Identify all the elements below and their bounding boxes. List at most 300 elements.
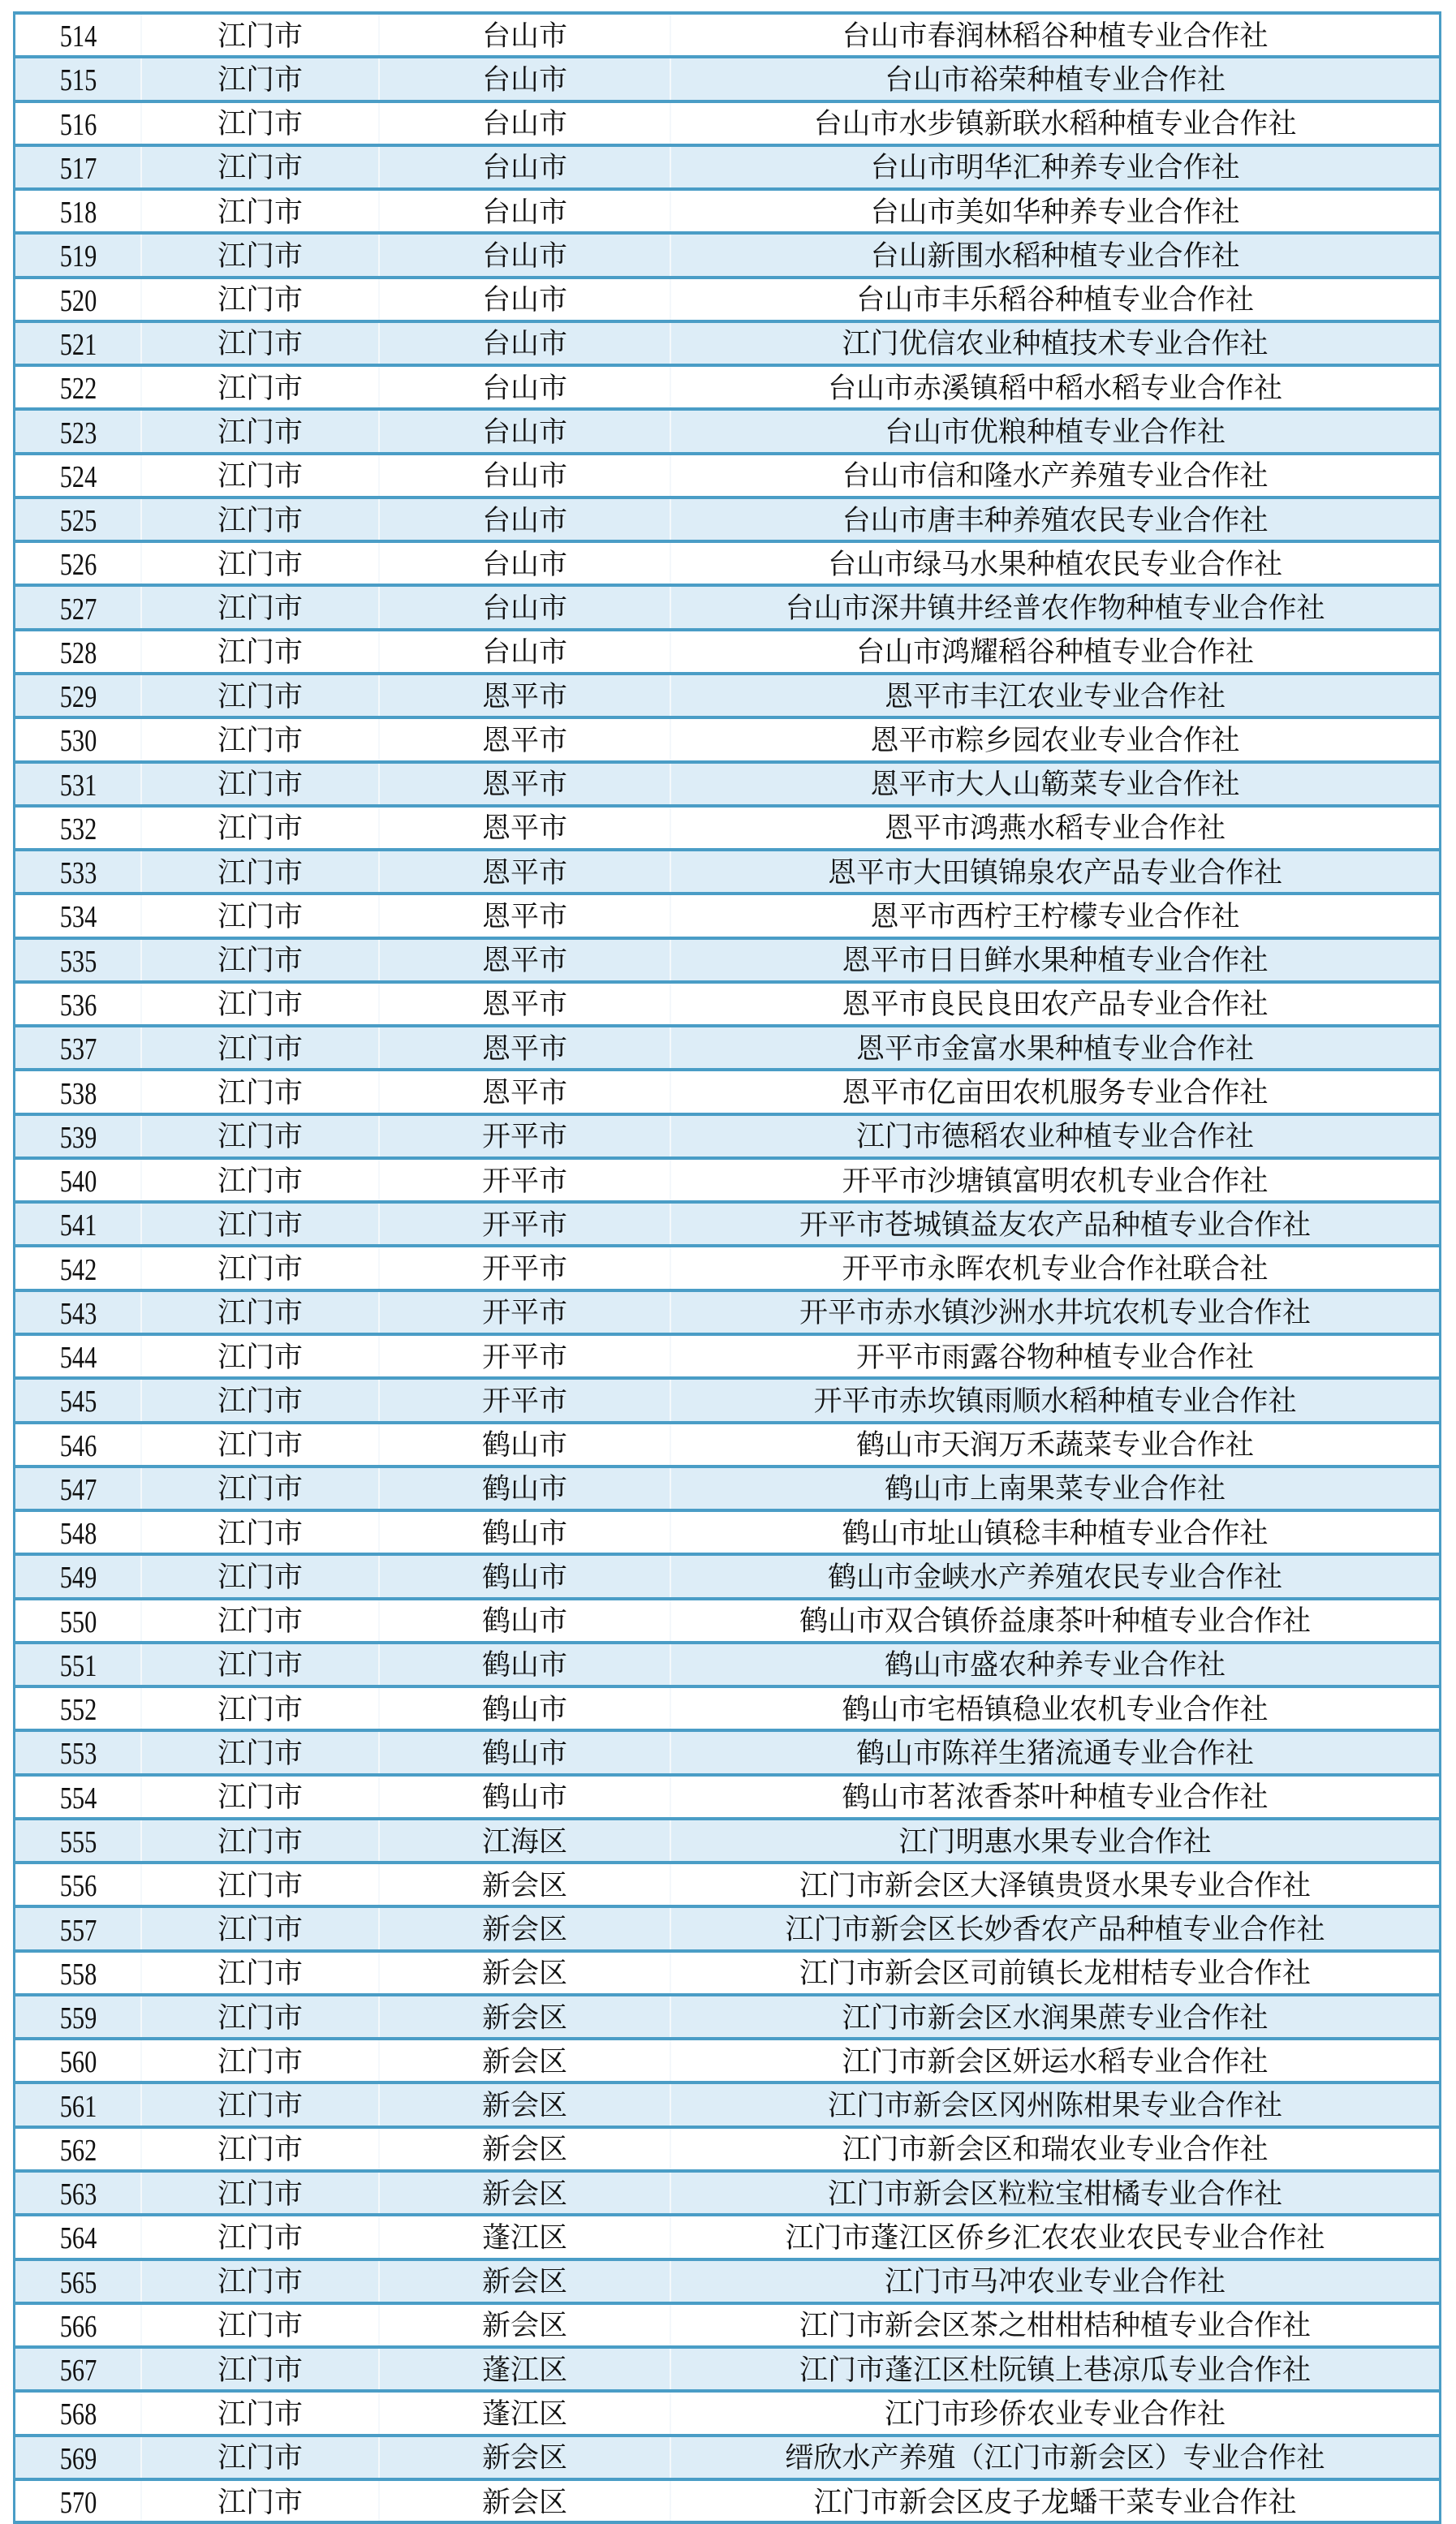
district-cell [380, 2173, 671, 2213]
city-cell-text: 江门市 [217, 1914, 303, 1947]
table-row [15, 320, 1439, 364]
cooperative-name-cell [671, 1644, 1439, 1685]
row-number [15, 58, 142, 99]
district-cell [380, 543, 671, 584]
row-number [15, 499, 142, 540]
district-cell-text: 台山市 [481, 108, 567, 141]
city-cell-text: 江门市 [217, 152, 303, 185]
district-cell-text: 台山市 [481, 284, 567, 317]
table-row [15, 892, 1439, 936]
city-cell-text: 江门市 [217, 1208, 303, 1242]
table-row [15, 2213, 1439, 2257]
district-cell-text: 台山市 [481, 548, 567, 581]
city-cell-text: 江门市 [217, 2354, 303, 2387]
district-cell [380, 631, 671, 672]
city-cell [142, 1468, 380, 1509]
cooperative-name-cell [671, 2129, 1439, 2169]
row-number-text: 539 [59, 1120, 97, 1155]
cooperative-name-cell-text: 恩平市大人山簕菜专业合作社 [870, 769, 1240, 802]
row-number [15, 940, 142, 980]
cooperative-name-cell [671, 2393, 1439, 2433]
cooperative-name-cell [671, 1688, 1439, 1729]
row-number-text: 569 [59, 2441, 97, 2476]
cooperative-name-cell-text: 江门市新会区皮子龙蟠干菜专业合作社 [813, 2486, 1297, 2519]
cooperative-name-cell-text: 鹤山市茗浓香茶叶种植专业合作社 [842, 1781, 1269, 1815]
cooperative-name-cell [671, 1336, 1439, 1376]
row-number [15, 1292, 142, 1333]
district-cell-text: 台山市 [481, 372, 567, 405]
table-row [15, 1421, 1439, 1465]
cooperative-name-cell [671, 1600, 1439, 1641]
row-number-text: 548 [59, 1517, 97, 1552]
row-number [15, 2084, 142, 2125]
district-cell-text: 恩平市 [481, 680, 567, 713]
cooperative-name-cell-text: 江门市德稻农业种植专业合作社 [855, 1121, 1254, 1154]
city-cell-text: 江门市 [217, 108, 303, 141]
city-cell [142, 587, 380, 627]
city-cell [142, 1732, 380, 1772]
city-cell-text: 江门市 [217, 1429, 303, 1462]
row-number [15, 455, 142, 496]
city-cell-text: 江门市 [217, 1825, 303, 1859]
district-cell-text: 鹤山市 [481, 1561, 567, 1594]
cooperative-name-cell-text: 江门明惠水果专业合作社 [898, 1825, 1212, 1859]
table-row [15, 760, 1439, 804]
row-number [15, 1380, 142, 1420]
district-cell-text: 鹤山市 [481, 1429, 567, 1462]
district-cell-text: 恩平市 [481, 769, 567, 802]
district-cell-text: 新会区 [481, 1914, 567, 1947]
district-cell [380, 147, 671, 187]
city-cell-text: 江门市 [217, 1605, 303, 1639]
row-number [15, 851, 142, 892]
row-number [15, 808, 142, 848]
district-cell-text: 台山市 [481, 19, 567, 53]
cooperative-name-cell-text: 江门市新会区司前镇长龙柑桔专业合作社 [799, 1958, 1311, 1991]
district-cell [380, 1160, 671, 1200]
city-cell [142, 851, 380, 892]
district-cell [380, 1732, 671, 1772]
city-cell [142, 1688, 380, 1729]
city-cell-text: 江门市 [217, 1649, 303, 1682]
district-cell-text: 开平市 [481, 1297, 567, 1330]
city-cell-text: 江门市 [217, 1737, 303, 1770]
row-number [15, 1027, 142, 1068]
district-cell [380, 1820, 671, 1861]
city-cell-text: 江门市 [217, 592, 303, 626]
table-bottom-border [13, 2521, 1441, 2524]
district-cell-text: 新会区 [481, 2090, 567, 2123]
table-row [15, 11, 1439, 55]
city-cell [142, 1864, 380, 1905]
city-cell-text: 江门市 [217, 548, 303, 581]
row-number [15, 1512, 142, 1553]
row-number [15, 411, 142, 451]
city-cell-text: 江门市 [217, 2486, 303, 2519]
row-number [15, 1600, 142, 1641]
cooperatives-table [13, 11, 1441, 2522]
row-number-text: 546 [59, 1428, 97, 1463]
district-cell-text: 台山市 [481, 196, 567, 229]
row-number-text: 545 [59, 1385, 97, 1419]
cooperative-name-cell [671, 1247, 1439, 1288]
city-cell-text: 江门市 [217, 460, 303, 493]
cooperative-name-cell-text: 江门市蓬江区侨乡汇农农业农民专业合作社 [785, 2221, 1325, 2255]
cooperative-name-cell-text: 台山市深井镇井经普农作物种植专业合作社 [785, 592, 1325, 626]
cooperative-name-cell [671, 1027, 1439, 1068]
row-number [15, 2129, 142, 2169]
cooperative-name-cell-text: 鹤山市陈祥生猪流通专业合作社 [855, 1737, 1254, 1770]
cooperative-name-cell-text: 开平市苍城镇益友农产品种植专业合作社 [799, 1208, 1311, 1242]
table-row [15, 1949, 1439, 1993]
city-cell-text: 江门市 [217, 2134, 303, 2167]
row-number-text: 533 [59, 856, 97, 891]
row-number [15, 631, 142, 672]
city-cell [142, 1777, 380, 1817]
row-number [15, 1204, 142, 1244]
cooperative-name-cell [671, 543, 1439, 584]
row-number-text: 530 [59, 724, 97, 759]
cooperative-name-cell-text: 恩平市亿亩田农机服务专业合作社 [842, 1077, 1269, 1109]
row-number-text: 566 [59, 2309, 97, 2344]
city-cell-text: 江门市 [217, 372, 303, 405]
row-number-text: 537 [59, 1032, 97, 1067]
table-row [15, 1244, 1439, 1288]
table-row [15, 2345, 1439, 2389]
cooperative-name-cell [671, 2481, 1439, 2522]
city-cell-text: 江门市 [217, 2001, 303, 2035]
row-number-text: 553 [59, 1737, 97, 1772]
cooperative-name-cell-text: 江门市新会区长妙香农产品种植专业合作社 [785, 1914, 1325, 1947]
cooperative-name-cell-text: 恩平市良民良田农产品专业合作社 [842, 988, 1269, 1022]
row-number [15, 1820, 142, 1861]
city-cell-text: 江门市 [217, 1781, 303, 1815]
table-row [15, 540, 1439, 584]
district-cell-text: 鹤山市 [481, 1693, 567, 1726]
city-cell [142, 2393, 380, 2433]
cooperative-name-cell-text: 江门市新会区冈州陈柑果专业合作社 [827, 2090, 1282, 2123]
cooperative-name-cell [671, 2173, 1439, 2213]
city-cell-text: 江门市 [217, 812, 303, 846]
city-cell-text: 江门市 [217, 1473, 303, 1506]
city-cell [142, 984, 380, 1024]
table-row [15, 1905, 1439, 1949]
row-number-text: 532 [59, 812, 97, 846]
city-cell [142, 455, 380, 496]
district-cell [380, 411, 671, 451]
cooperative-name-cell [671, 411, 1439, 451]
row-number [15, 719, 142, 760]
city-cell [142, 895, 380, 936]
city-cell [142, 2437, 380, 2478]
table-row [15, 1685, 1439, 1729]
city-cell [142, 2040, 380, 2081]
row-number-text: 559 [59, 2001, 97, 2036]
city-cell [142, 1953, 380, 1993]
row-number [15, 1777, 142, 1817]
city-cell-text: 江门市 [217, 1958, 303, 1991]
district-cell [380, 2481, 671, 2522]
city-cell [142, 764, 380, 804]
cooperative-name-cell [671, 719, 1439, 760]
district-cell [380, 279, 671, 320]
district-cell-text: 台山市 [481, 592, 567, 626]
district-cell-text: 新会区 [481, 2442, 567, 2475]
table-row [15, 716, 1439, 760]
district-cell [380, 2437, 671, 2478]
city-cell [142, 2349, 380, 2389]
table-row [15, 100, 1439, 144]
district-cell-text: 开平市 [481, 1341, 567, 1374]
row-number-text: 549 [59, 1561, 97, 1596]
district-cell [380, 1600, 671, 1641]
table-row [15, 2434, 1439, 2478]
table-row [15, 1641, 1439, 1685]
city-cell [142, 1644, 380, 1685]
table-row [15, 2389, 1439, 2433]
district-cell-text: 鹤山市 [481, 1517, 567, 1550]
row-number [15, 1953, 142, 1993]
cooperative-name-cell-text: 台山市丰乐稻谷种植专业合作社 [855, 284, 1254, 317]
row-number-text: 535 [59, 944, 97, 979]
row-number [15, 367, 142, 407]
row-number [15, 1644, 142, 1685]
city-cell [142, 1071, 380, 1112]
table-row [15, 804, 1439, 848]
district-cell [380, 1556, 671, 1596]
row-number [15, 15, 142, 55]
district-cell [380, 2261, 671, 2302]
cooperative-name-cell [671, 2349, 1439, 2389]
city-cell-text: 江门市 [217, 680, 303, 713]
row-number-text: 542 [59, 1252, 97, 1287]
city-cell-text: 江门市 [217, 1253, 303, 1286]
row-number-text: 547 [59, 1472, 97, 1507]
city-cell-text: 江门市 [217, 2090, 303, 2123]
district-cell-text: 鹤山市 [481, 1781, 567, 1815]
district-cell-text: 台山市 [481, 416, 567, 450]
city-cell [142, 2481, 380, 2522]
table-row [15, 672, 1439, 716]
row-number [15, 2173, 142, 2213]
district-cell-text: 鹤山市 [481, 1473, 567, 1506]
table-row [15, 144, 1439, 187]
cooperative-name-cell [671, 895, 1439, 936]
district-cell-text: 新会区 [481, 2486, 567, 2519]
row-number-text: 562 [59, 2133, 97, 2168]
city-cell-text: 江门市 [217, 1121, 303, 1154]
table-row [15, 364, 1439, 407]
table-row [15, 2169, 1439, 2213]
row-number [15, 543, 142, 584]
row-number-text: 541 [59, 1208, 97, 1243]
district-cell-text: 新会区 [481, 2177, 567, 2211]
row-number [15, 1424, 142, 1465]
cooperative-name-cell-text: 恩平市粽乡园农业专业合作社 [870, 724, 1240, 757]
cooperative-name-cell [671, 1380, 1439, 1420]
city-cell [142, 279, 380, 320]
city-cell-text: 江门市 [217, 1385, 303, 1418]
row-number [15, 2437, 142, 2478]
cooperative-name-cell-text: 鹤山市址山镇稔丰种植专业合作社 [842, 1517, 1269, 1550]
city-cell [142, 1380, 380, 1420]
row-number-text: 523 [59, 416, 97, 450]
district-cell [380, 1644, 671, 1685]
district-cell-text: 鹤山市 [481, 1605, 567, 1639]
city-cell [142, 2261, 380, 2302]
cooperative-name-cell-text: 台山市明华汇种养专业合作社 [870, 152, 1240, 185]
district-cell-text: 鹤山市 [481, 1737, 567, 1770]
district-cell-text: 新会区 [481, 1958, 567, 1991]
table-row [15, 937, 1439, 980]
row-number [15, 1160, 142, 1200]
cooperative-name-cell [671, 631, 1439, 672]
district-cell-text: 台山市 [481, 328, 567, 361]
row-number-text: 567 [59, 2354, 97, 2388]
row-number-text: 527 [59, 592, 97, 627]
cooperative-name-cell-text: 鹤山市双合镇侨益康茶叶种植专业合作社 [799, 1605, 1311, 1639]
row-number-text: 534 [59, 900, 97, 935]
cooperative-name-cell-text: 开平市雨露谷物种植专业合作社 [855, 1341, 1254, 1374]
cooperative-name-cell [671, 2040, 1439, 2081]
row-number [15, 1336, 142, 1376]
row-number-text: 518 [59, 196, 97, 230]
city-cell-text: 江门市 [217, 239, 303, 273]
cooperative-name-cell-text: 台山市美如华种养专业合作社 [870, 196, 1240, 229]
table-row [15, 1729, 1439, 1772]
cooperative-name-cell-text: 江门市新会区茶之柑柑桔种植专业合作社 [799, 2310, 1311, 2343]
table-row [15, 1773, 1439, 1817]
row-number-text: 540 [59, 1165, 97, 1200]
city-cell-text: 江门市 [217, 769, 303, 802]
district-cell-text: 新会区 [481, 1869, 567, 1902]
row-number [15, 103, 142, 144]
city-cell [142, 2305, 380, 2345]
district-cell-text: 台山市 [481, 239, 567, 273]
city-cell-text: 江门市 [217, 724, 303, 757]
city-cell-text: 江门市 [217, 900, 303, 933]
district-cell-text: 蓬江区 [481, 2221, 567, 2255]
district-cell [380, 2040, 671, 2081]
district-cell [380, 1116, 671, 1156]
row-number-text: 524 [59, 459, 97, 494]
cooperative-name-cell-text: 江门市马冲农业专业合作社 [884, 2266, 1226, 2299]
row-number [15, 895, 142, 936]
district-cell-text: 新会区 [481, 2001, 567, 2035]
row-number-text: 520 [59, 283, 97, 318]
table-row [15, 1817, 1439, 1861]
city-cell [142, 719, 380, 760]
row-number-text: 514 [59, 19, 97, 54]
table-row [15, 2258, 1439, 2302]
city-cell-text: 江门市 [217, 504, 303, 537]
city-cell [142, 367, 380, 407]
city-cell [142, 1996, 380, 2037]
row-number [15, 1556, 142, 1596]
city-cell-text: 江门市 [217, 2397, 303, 2431]
city-cell [142, 1292, 380, 1333]
table-row [15, 1861, 1439, 1905]
city-cell [142, 323, 380, 364]
cooperative-name-cell-text: 开平市赤水镇沙洲水井坑农机专业合作社 [799, 1297, 1311, 1330]
district-cell-text: 恩平市 [481, 724, 567, 757]
district-cell-text: 开平市 [481, 1253, 567, 1286]
row-number [15, 2216, 142, 2257]
row-number [15, 2261, 142, 2302]
cooperative-name-cell [671, 499, 1439, 540]
city-cell [142, 191, 380, 231]
row-number-text: 536 [59, 988, 97, 1023]
district-cell-text: 开平市 [481, 1385, 567, 1418]
district-cell [380, 1071, 671, 1112]
cooperative-name-cell-text: 开平市赤坎镇雨顺水稻种植专业合作社 [813, 1385, 1297, 1418]
district-cell-text: 恩平市 [481, 988, 567, 1022]
row-number-text: 565 [59, 2265, 97, 2300]
cooperative-name-cell [671, 1512, 1439, 1553]
row-number [15, 1996, 142, 2037]
row-number-text: 519 [59, 239, 97, 274]
table-row [15, 1068, 1439, 1112]
cooperative-name-cell-text: 台山市信和隆水产养殖专业合作社 [842, 460, 1269, 493]
district-cell [380, 895, 671, 936]
district-cell [380, 103, 671, 144]
cooperative-name-cell-text: 恩平市金富水果种植专业合作社 [855, 1032, 1254, 1066]
cooperative-name-cell-text: 恩平市丰江农业专业合作社 [884, 680, 1226, 713]
cooperative-name-cell-text: 缙欣水产养殖（江门市新会区）专业合作社 [785, 2442, 1325, 2475]
table-row [15, 1376, 1439, 1420]
row-number [15, 675, 142, 716]
district-cell [380, 2216, 671, 2257]
district-cell [380, 1247, 671, 1288]
city-cell-text: 江门市 [217, 19, 303, 53]
row-number-text: 515 [59, 63, 97, 98]
cooperative-name-cell-text: 台山市水步镇新联水稻种植专业合作社 [813, 108, 1297, 141]
city-cell [142, 2129, 380, 2169]
district-cell-text: 恩平市 [481, 856, 567, 889]
cooperative-name-cell-text: 台山市优粮种植专业合作社 [884, 416, 1226, 450]
row-number [15, 147, 142, 187]
city-cell [142, 58, 380, 99]
table-row [15, 55, 1439, 99]
row-number [15, 1116, 142, 1156]
district-cell-text: 恩平市 [481, 900, 567, 933]
district-cell-text: 蓬江区 [481, 2397, 567, 2431]
district-cell-text: 恩平市 [481, 812, 567, 846]
district-cell [380, 367, 671, 407]
cooperative-name-cell-text: 江门市新会区妍运水稻专业合作社 [842, 2045, 1269, 2078]
row-number [15, 764, 142, 804]
cooperative-name-cell-text: 台山市裕荣种植专业合作社 [884, 63, 1226, 97]
cooperative-name-cell-text: 台山市唐丰种养殖农民专业合作社 [842, 504, 1269, 537]
row-number-text: 570 [59, 2486, 97, 2520]
cooperative-name-cell [671, 675, 1439, 716]
cooperative-name-cell [671, 1071, 1439, 1112]
city-cell-text: 江门市 [217, 1517, 303, 1550]
table-row [15, 2478, 1439, 2522]
city-cell [142, 1116, 380, 1156]
cooperative-name-cell-text: 台山新围水稻种植专业合作社 [870, 239, 1240, 273]
cooperative-name-cell [671, 808, 1439, 848]
cooperative-name-cell [671, 455, 1439, 496]
cooperative-name-cell [671, 851, 1439, 892]
cooperative-name-cell [671, 367, 1439, 407]
city-cell [142, 808, 380, 848]
row-number-text: 551 [59, 1648, 97, 1683]
cooperative-name-cell-text: 鹤山市金峡水产养殖农民专业合作社 [827, 1561, 1282, 1594]
cooperative-name-cell [671, 984, 1439, 1024]
city-cell [142, 1820, 380, 1861]
district-cell [380, 940, 671, 980]
